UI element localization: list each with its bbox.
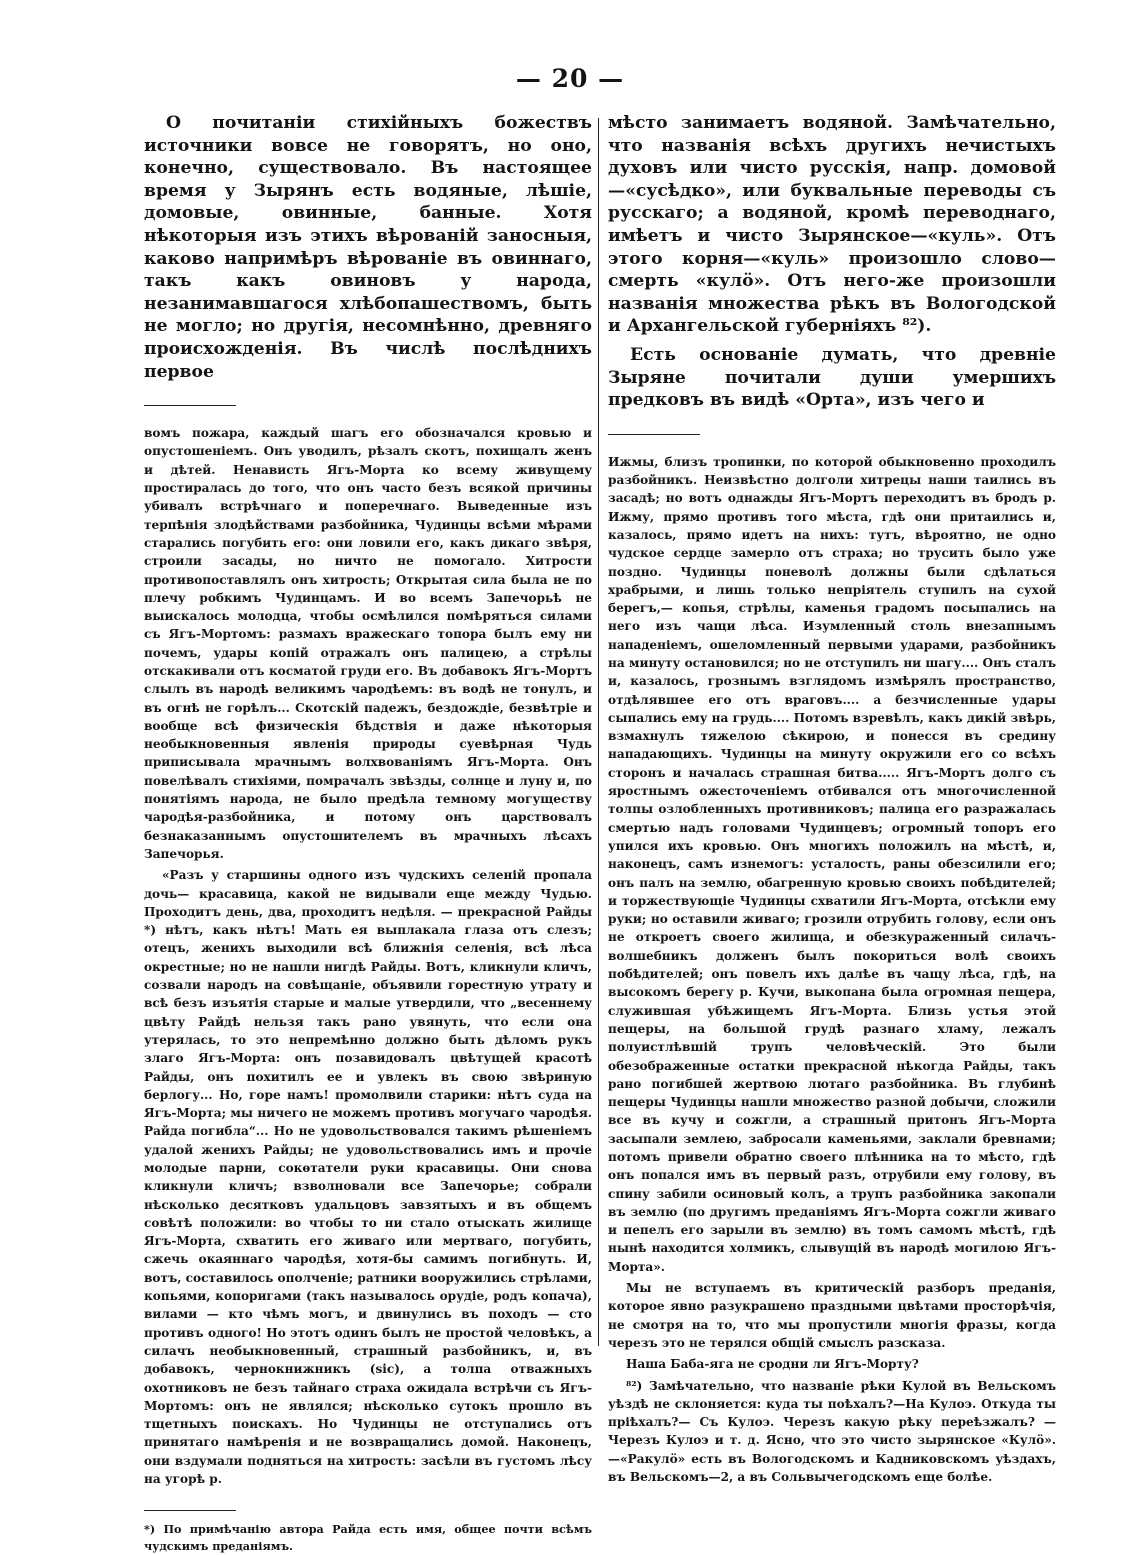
- tale-paragraph-2: «Разъ у старшины одного изъ чудскихъ селеній пропала дочь— красавица, какой не видывали еще между Чудью. Проходитъ день, два, проходитъ недѣля. — прекрасной Райды *) нѣтъ, какъ нѣтъ! Мать ея выплакала глаза отъ слезъ; отецъ, женихъ выходили всѣ ближнія селенія, всѣ лѣса окрестные; но не нашли нигдѣ Райды. Вотъ, кликнули кличъ, созвали народъ на совѣщаніе, объявили горестную утрату и всѣ безъ изъятія старые и малые утвердили, что „весеннему цвѣту Райдѣ нельзя такъ рано увянуть, что если она утерялась, то это непремѣнно должно быть дѣломъ рукъ злаго Ягъ-Морта: онъ позавидовалъ цвѣтущей красотѣ Райды, онъ похитилъ ее и увлекъ въ свою звѣриную берлогу... Но, горе намъ! промолвили старики: нѣтъ суда на Ягъ-Морта; мы ничего не можемъ противъ могучаго чародѣя. Райда погибла“... Но не удовольствовался такимъ рѣшеніемъ удалой женихъ Райды; не удовольствовались имъ и прочіе молодые парни, сокѳтатели руки красавицы. Они снова кликнули кличъ; взволновали все Запечорье; собрали нѣсколько десятковъ удальцовъ завзятыхъ и въ общемъ совѣтѣ положили: во чтобы то ни стало отыскать жилище Ягъ-Морта, схватить его живаго или мертваго, погубить, сжечь окаяннаго чародѣя, хотя-бы самимъ погибнуть. И, вотъ, составилось ополченіе; ратники вооружились стрѣлами, копьями, копоригами (такъ называлось орудіе, родъ копача), вилами — кто чѣмъ могъ, и двинулись въ походъ — сто противъ одного! Но этотъ одинъ былъ не простой человѣкъ, а силачъ необыкновенный, страшный разбойникъ, и, въ добавокъ, чернокнижникъ (sic), а толпа отважныхъ охотниковъ не безъ тайнаго страха ожидала встрѣчи съ Ягъ-Мортомъ: онъ не являлся; нѣсколько сутокъ прошло въ тщетныхъ поискахъ. Но Чудинцы не отступались отъ принятаго намѣренія и не возвращались домой. Наконецъ, они вздумали подняться на хитрость: засѣли въ густомъ лѣсу на угорѣ р.: [144, 868, 592, 1487]
- column-divider: [598, 118, 599, 1346]
- section-separator-left: [144, 405, 236, 406]
- main-text-right-1: мѣсто занимаетъ водяной. Замѣчательно, что названія всѣхъ другихъ нечистыхъ духовъ или чисто русскія, напр. домовой—«сусѣдко», или буквальные переводы съ русскаго; а водяной, кромѣ переводнаго, имѣетъ и чисто Зырянское—«куль». Отъ этого корня—«куль» произошло слово—смерть «кулö». Отъ него-же произошли названія множества рѣкъ въ Вологодской и Архангельской губерніяхъ ⁸²).: [608, 113, 1056, 337]
- footnote-separator-left: [144, 1510, 236, 1511]
- left-column: [144, 112, 592, 1555]
- footnote-right: ⁸²) Замѣчательно, что названіе рѣки Кулой въ Вельскомъ уѣздѣ не склоняется: куда ты поѣхалъ?—На Кулоэ. Откуда ты пріѣхалъ?— Съ Кулоэ. Черезъ какую рѣку переѣзжалъ? — Черезъ Кулоэ и т. д. Ясно, что это чисто зырянское «Кулö».—«Ракулö» есть въ Вологодскомъ и Кадниковскомъ уѣздахъ, въ Вельскомъ—2, а въ Сольвычегодскомъ еще болѣе.: [608, 1378, 1056, 1485]
- right-column: [608, 112, 1056, 1486]
- question-paragraph: Наша Баба-яга не сродни ли Ягъ-Морту?: [626, 1357, 919, 1372]
- section-separator-right: [608, 434, 700, 435]
- page-number: — 20 —: [515, 64, 625, 93]
- tale-paragraph-1: вомъ пожара, каждый шагъ его обозначался кровью и опустошеніемъ. Онъ уводилъ, рѣзалъ скотъ, похищалъ женъ и дѣтей. Ненависть Ягъ-Морта ко всему живущему простиралась до того, что онъ часто безъ всякой причины убивалъ встрѣчнаго и поперечнаго. Выведенные изъ терпѣнія злодѣйствами разбойника, Чудинцы всѣми мѣрами старались погубить его: они ловили его, какъ дикаго звѣря, строили засады, но ничто не помогало. Хитрости противопоставлялъ онъ хитрость; Открытая сила была не по плечу робкимъ Чудинцамъ. И во всемъ Запечорьѣ не выискалось молодца, чтобы осмѣлился помѣряться силами съ Ягъ-Мортомъ: размахъ вражескаго топора былъ ему ни почемъ, удары копій отражалъ онъ палицею, а стрѣлы отскакивали отъ косматой груди его. Въ добавокъ Ягъ-Мортъ слылъ въ народѣ великимъ чародѣемъ: въ водѣ не тонулъ, и въ огнѣ не горѣлъ... Скотскій падежъ, бездождіе, безвѣтріе и вообще всѣ физическія бѣдствія и даже нѣкоторыя необыкновенныя явленія природы суевѣрная Чудь приписывала мрачнымъ волхвованіямъ Ягъ-Морта. Онъ повелѣвалъ стихіями, помрачалъ звѣзды, солнце и луну и, по понятіямъ народа, не было предѣла темному могуществу чародѣя-разбойника, и потому онъ царствовалъ безнаказаннымъ опустошителемъ въ мрачныхъ лѣсахъ Запечорья.: [144, 426, 592, 861]
- commentary-paragraph: Мы не вступаемъ въ критическій разборъ преданія, которое явно разукрашено праздными цвѣтами просторѣчія, не смотря на то, что мы пропустили многія фразы, когда черезъ это не терялся общій смыслъ разсказа.: [608, 1281, 1056, 1350]
- main-text-right-2: Есть основаніе думать, что древніе Зыряне почитали души умершихъ предковъ въ видѣ «Орта», изъ чего и: [608, 344, 1056, 411]
- footnote-left: *) По примѣчанію автора Райда есть имя, общее почти всѣмъ чудскимъ преданіямъ.: [144, 1522, 592, 1554]
- main-text-left: О почитаніи стихійныхъ божествъ источники вовсе не говорятъ, но оно, конечно, существовало. Въ настоящее время у Зырянъ есть водяные, лѣшіе, домовые, овинные, банные. Хотя нѣкоторыя изъ этихъ вѣрованій заносныя, каково напримѣръ вѣрованіе въ овиннаго, такъ какъ овиновъ у народа, незанимавшагося хлѣбопашествомъ, быть не могло; но другія, несомнѣнно, древняго происхожденія. Въ числѣ послѣднихъ первое: [144, 113, 592, 382]
- tale-paragraph-3: Ижмы, близъ тропинки, по которой обыкновенно проходилъ разбойникъ. Неизвѣстно долголи хитрецы наши таились въ засадѣ; но вотъ однажды Ягъ-Мортъ переходитъ въ бродъ р. Ижму, прямо противъ того мѣста, гдѣ они притаились и, казалось, прямо идетъ на нихъ: тутъ, вѣроятно, не одно чудское сердце замерло отъ страха; но трусить было уже поздно. Чудинцы поневолѣ должны были сдѣлаться храбрыми, и лишь только непріятель ступилъ на сухой берегъ,— копья, стрѣлы, каменья градомъ посыпались на него изъ чащи лѣса. Изумленный столь внезапнымъ нападеніемъ, ошеломленный первыми ударами, разбойникъ на минуту остановился; но не отступилъ ни шагу.... Онъ сталъ и, казалось, грознымъ взглядомъ измѣрялъ пространство, отдѣлявшее его отъ враговъ.... а безчисленные удары сыпались ему на грудь.... Потомъ взревѣлъ, какъ дикій звѣрь, взмахнулъ тяжелою сѣкирою, и понесся въ средину нападающихъ. Чудинцы на минуту окружили его со всѣхъ сторонъ и началась страшная битва..... Ягъ-Мортъ долго съ яростнымъ ожесточеніемъ отбивался отъ многочисленной толпы озлобленныхъ противниковъ; палица его разражалась смертью надъ головами Чудинцевъ; огромный топоръ его упился ихъ кровью. Онъ многихъ положилъ на мѣстѣ, и, наконецъ, самъ изнемогъ: усталость, раны обезсилили его; онъ палъ на землю, обагренную кровью своихъ побѣдителей; и торжествующіе Чудинцы схватили Ягъ-Морта, отсѣкли ему руки; но оставили живаго; грозили отрубить голову, если онъ не откроетъ своего жилища, и обезкураженный силачъ-волшебникъ долженъ былъ покориться волѣ своихъ побѣдителей; онъ повелъ ихъ далѣе въ чащу лѣса, гдѣ, на высокомъ берегу р. Кучи, выкопана была огромная пещера, служившая убѣжищемъ Ягъ-Морта. Близь устья этой пещеры, на большой грудѣ разнаго хламу, лежалъ полуистлѣвшій трупъ человѣческій. Это были обезображенные остатки прекрасной нѣкогда Райды, такъ рано погибшей жертвою лютаго разбойника. Въ глубинѣ пещеры Чудинцы нашли множество разной добычи, сложили все въ кучу и сожгли, а страшный притонъ Ягъ-Морта засыпали землею, забросали каменьями, заклали бревнами; потомъ привели обратно своего плѣнника на то мѣсто, гдѣ онъ попался имъ въ первый разъ, отрубили ему голову, въ спину забили осиновый колъ, а трупъ разбойника закопали въ землю (по другимъ преданіямъ Ягъ-Морта сожгли живаго и пепелъ его зарыли въ землю) въ томъ самомъ мѣстѣ, гдѣ нынѣ находится холмикъ, слывущій въ народѣ могилою Ягъ-Морта».: [608, 454, 1056, 1274]
